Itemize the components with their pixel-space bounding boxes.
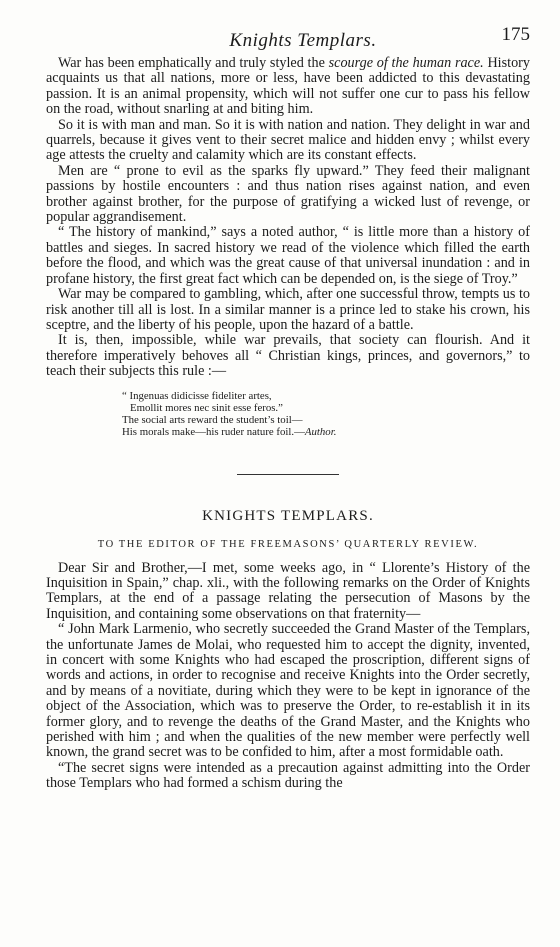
paragraph-1 [46,56,530,118]
p1-text-a: War has been emphatically and truly styled the [58,55,329,71]
verse-author: Author. [304,425,337,438]
essay-on-war [46,56,530,380]
verse-line-1: “ Ingenuas didicisse fideliter artes, [122,389,272,402]
letter-paragraph-3: “The secret signs were intended as a precaution against admitting into the Order those Templars who had formed a schism during the [46,759,530,792]
letter-paragraph-2: “ John Mark Larmenio, who secretly succeeded the Grand Master of the Templars, the unfortunate James de Molai, who requested him to accept the dignity, invented, in concert with some Knights who had escaped the proscription, different signs of words and actions, in order to recognise and receive Knights into the Order secretly, and by means of a novitiate, during which they were to be kept in ignorance of the object of the Association, which was to preserve the Order, to re-establish it in its former glory, and to revenge the deaths of the Grand Master, and the Knights who perished with him ; and when the qualities of the new member were perfectly well known, the grand secret was to be confided to him, after a most formidable oath. [46,621,530,761]
verse-line-4 [122,426,530,438]
article-title: KNIGHTS TEMPLARS. [202,507,374,524]
paragraph-3: Men are “ prone to evil as the sparks fly upward.” They feed their malignant passions by hostile encounters : and thus nation rises against nation, and even brother against brother, for the purpose of gratifying a wicked lust of revenge, or popular aggrandisement. [46,162,530,226]
paragraph-6: It is, then, impossible, while war prevails, that society can flourish. And it therefore imperatively behoves all “ Christian kings, princes, and governors,” to teach their subjects this rule :— [46,332,530,380]
page-number: 175 [501,24,530,45]
letter-paragraph-1: Dear Sir and Brother,—I met, some weeks ago, in “ Llorente’s History of the Inquisition in Spain,” chap. xli., with the following remarks on the Order of Knights Templars, at the end of a passage relating the persecution of Masons by the Inquisition, and containing some observations on that fraternity— [46,559,530,622]
verse-line-2: Emollit mores nec sinit esse feros.” [130,401,283,414]
letter-body [46,561,530,792]
paragraph-5: War may be compared to gambling, which, after one successful throw, tempts us to risk another till all is lost. In a similar manner is a prince led to stake his crown, his sceptre, and the liberty of his people, upon the hazard of a battle. [46,286,530,333]
p1-italic-phrase: scourge of the human race. [328,55,484,71]
section-divider [237,474,339,475]
article-address: TO THE EDITOR OF THE FREEMASONS’ QUARTERLY REVIEW. [97,538,479,550]
paragraph-2: So it is with man and man. So it is with nation and nation. They delight in war and quarrels, because it gives vent to their secret malice and hidden envy ; whilst every age attests the cruelty and calamity which are its constant effects. [46,116,530,164]
verse-line-4-text: His morals make—his ruder nature foil.— [122,425,305,438]
verse-quotation [122,390,530,438]
verse-line-3: The social arts reward the student’s toil— [122,413,303,426]
running-title: Knights Templars. [229,30,377,51]
running-head [46,22,530,56]
p1-text-b: History acquaints us that all nations, more or less, have been addicted to this devastating passion. It is an animal propensity, which will not suffer one cur to pass his fellow on the road, without snarling at and biting him. [46,55,530,118]
paragraph-4: “ The history of mankind,” says a noted author, “ is little more than a history of battles and sieges. In sacred history we read of the violence which filled the earth before the flood, and which was the great cause of that universal inundation : and in profane history, the first great fact which can be depended on, is the siege of Troy.” [46,224,530,287]
